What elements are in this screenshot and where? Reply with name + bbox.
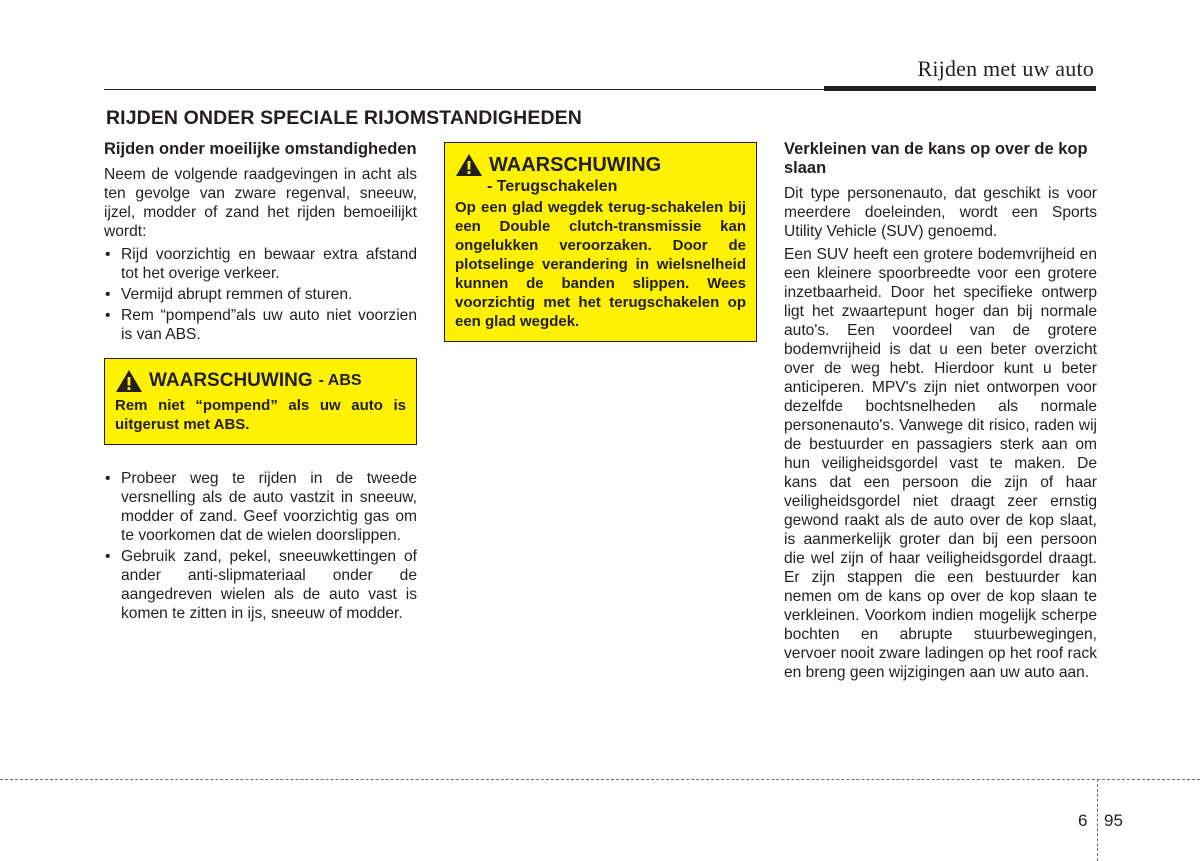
- warning-box-downshift: [444, 142, 757, 342]
- list-item: • Rem “pompend”als uw auto niet voorzien is van ABS.: [104, 306, 417, 344]
- warning-header: [455, 153, 746, 177]
- warning-triangle-icon: [115, 369, 143, 393]
- section-title: RIJDEN ONDER SPECIALE RIJOMSTANDIGHEDEN: [106, 107, 582, 129]
- list-item: • Vermijd abrupt remmen of sturen.: [104, 285, 417, 304]
- right-heading: Verkleinen van de kans op over de kop slaan: [784, 140, 1088, 177]
- right-paragraph: Een SUV heeft een grotere bodemvrijheid en een kleinere spoorbreedte voor een grotere inzetbaarheid. Door het specifieke ontwerp ligt het zwaartepunt hoger dan bij normale auto's. Een voordeel van de grotere bodemvrijheid is dat u een beter overzicht over de weg hebt. Hierdoor kunt u beter anticiperen. MPV's zijn niet ontworpen voor dezelfde bochtsnelheden als normale personenauto's. Vanwege dit risico, raden wij de bestuurder en passagiers sterk aan om hun veiligheidsgordel vast te maken. De kans dat een persoon die zijn of haar veiligheidsgordel niet draagt zeer ernstig gewond raakt als de auto over de kop slaat, is aanmerkelijk groter dan bij een persoon die wel zijn of haar veiligheidsgordel draagt. Er zijn stappen die een bestuurder kan nemen om de kans op over de kop slaan te verkleinen. Voorkom indien mogelijk scherpe bochten en abrupte stuurbewegingen, vervoer nooit zware ladingen op het roof rack en breng geen wijzigingen aan uw auto aan.: [784, 246, 1097, 681]
- warning-title: WAARSCHUWING: [489, 153, 662, 176]
- warning-subtitle: - Terugschakelen: [487, 178, 618, 195]
- page-number: 95: [1104, 811, 1123, 830]
- footer-divider: [0, 779, 1200, 780]
- left-intro: Neem de volgende raadgevingen in acht als ten gevolge van zware regenval, sneeuw, ijzel, modder of zand het rijden bemoeilijkt wordt:: [104, 166, 417, 240]
- left-bullet-list-2: [104, 469, 417, 623]
- warning-suffix: - ABS: [318, 372, 362, 389]
- list-item: • Gebruik zand, pekel, sneeuwkettingen of ander anti-slipmateriaal onder de aangedreven wielen als de auto vast is komen te zitten in ijs, sneeuw of modder.: [104, 547, 417, 623]
- left-heading: Rijden onder moeilijke omstandigheden: [104, 140, 417, 158]
- running-header: Rijden met uw auto: [917, 56, 1094, 81]
- warning-title: WAARSCHUWING: [149, 370, 313, 391]
- warning-box-abs: [104, 358, 417, 445]
- header-rule-accent: [824, 86, 1096, 91]
- chapter-number: 6: [1078, 811, 1088, 830]
- warning-triangle-icon: [455, 153, 483, 177]
- right-column: [784, 140, 1097, 686]
- warning-text: Op een glad wegdek terug-schakelen bij een Double clutch-transmissie kan ongelukken veroorzaken. Door de plotselinge verandering in wielsnelheid kunnen de banden slippen. Wees voorzichtig met het terugschakelen op een glad wegdek.: [455, 199, 746, 330]
- header-rule: [104, 89, 824, 90]
- warning-text: Rem niet “pompend” als uw auto is uitgerust met ABS.: [115, 397, 406, 433]
- right-paragraph: Dit type personenauto, dat geschikt is voor meerdere doeleinden, wordt een Sports Utility Vehicle (SUV) genoemd.: [784, 185, 1097, 240]
- footer-vertical-divider: [1097, 779, 1098, 861]
- list-item: • Rijd voorzichtig en bewaar extra afstand tot het overige verkeer.: [104, 245, 417, 283]
- list-item: • Probeer weg te rijden in de tweede versnelling als de auto vastzit in sneeuw, modder of zand. Geef voorzichtig gas om te voorkomen dat de wielen doorslippen.: [104, 469, 417, 545]
- left-column: [104, 140, 417, 625]
- left-bullet-list: [104, 245, 417, 344]
- warning-header: [115, 369, 406, 393]
- middle-column: [444, 140, 757, 342]
